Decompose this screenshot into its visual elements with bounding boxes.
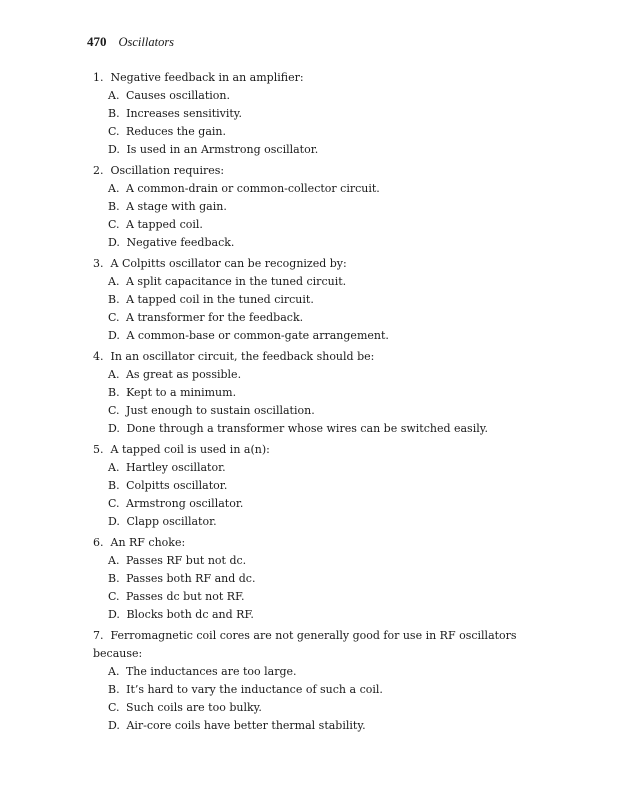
answer-option [87, 105, 547, 123]
page-number: 470 [87, 34, 107, 49]
option-letter: A. [108, 368, 120, 381]
answer-option [87, 606, 547, 624]
option-letter: C. [108, 701, 120, 714]
question-text [87, 534, 547, 552]
option-letter: C. [108, 590, 120, 603]
option-letter: D. [108, 515, 120, 528]
answer-option [87, 234, 547, 252]
question-number: 1. [93, 71, 104, 84]
question-1 [87, 69, 547, 159]
option-letter: D. [108, 608, 120, 621]
option-letter: D. [108, 143, 120, 156]
answer-option [87, 273, 547, 291]
answer-option [87, 180, 547, 198]
option-text: A tapped coil. [126, 218, 203, 231]
question-5 [87, 441, 547, 531]
answer-option [87, 198, 547, 216]
answer-option [87, 309, 547, 327]
option-text: Done through a transformer whose wires can be switched easily. [126, 422, 488, 435]
option-text: Air-core coils have better thermal stability. [126, 719, 366, 732]
option-text: It’s hard to vary the inductance of such a coil. [126, 683, 383, 696]
question-number: 6. [93, 536, 104, 549]
option-text: Such coils are too bulky. [126, 701, 262, 714]
answer-options [87, 180, 547, 252]
question-prompt: Negative feedback in an amplifier: [110, 71, 304, 84]
question-number: 3. [93, 257, 104, 270]
option-letter: A. [108, 275, 120, 288]
option-letter: D. [108, 236, 120, 249]
option-letter: C. [108, 218, 120, 231]
option-text: A stage with gain. [126, 200, 227, 213]
question-prompt: A Colpitts oscillator can be recognized by: [110, 257, 347, 270]
option-text: Just enough to sustain oscillation. [126, 404, 315, 417]
question-prompt: Ferromagnetic coil cores are not generally good for use in RF oscillators because: [93, 629, 517, 660]
option-letter: D. [108, 719, 120, 732]
option-letter: B. [108, 386, 120, 399]
option-text: Hartley oscillator. [125, 461, 226, 474]
option-letter: B. [108, 293, 120, 306]
option-text: A transformer for the feedback. [126, 311, 304, 324]
answer-option [87, 588, 547, 606]
answer-options [87, 663, 547, 735]
option-text: Kept to a minimum. [126, 386, 237, 399]
answer-option [87, 459, 547, 477]
question-prompt: An RF choke: [110, 536, 186, 549]
option-letter: C. [108, 125, 120, 138]
option-text: Passes RF but not dc. [125, 554, 247, 567]
chapter-title: Oscillators [118, 35, 175, 49]
option-letter: B. [108, 107, 120, 120]
question-prompt: In an oscillator circuit, the feedback should be: [110, 350, 375, 363]
answer-option [87, 717, 547, 735]
answer-option [87, 495, 547, 513]
option-letter: B. [108, 200, 120, 213]
answer-option [87, 141, 547, 159]
option-text: Clapp oscillator. [126, 515, 217, 528]
answer-option [87, 513, 547, 531]
option-text: Passes both RF and dc. [126, 572, 256, 585]
answer-option [87, 366, 547, 384]
answer-option [87, 699, 547, 717]
question-prompt: A tapped coil is used in a(n): [110, 443, 270, 456]
question-2 [87, 162, 547, 252]
question-text [87, 441, 547, 459]
question-list [87, 69, 547, 738]
answer-option [87, 402, 547, 420]
option-text: The inductances are too large. [125, 665, 297, 678]
answer-option [87, 291, 547, 309]
option-letter: A. [108, 554, 120, 567]
question-text [87, 69, 547, 87]
option-letter: A. [108, 182, 120, 195]
question-number: 5. [93, 443, 104, 456]
answer-options [87, 366, 547, 438]
answer-option [87, 552, 547, 570]
option-text: As great as possible. [125, 368, 242, 381]
question-text [87, 627, 547, 663]
option-text: Passes dc but not RF. [126, 590, 245, 603]
question-text [87, 348, 547, 366]
answer-option [87, 477, 547, 495]
answer-options [87, 87, 547, 159]
answer-option [87, 216, 547, 234]
option-text: A tapped coil in the tuned circuit. [126, 293, 314, 306]
answer-option [87, 327, 547, 345]
answer-options [87, 273, 547, 345]
answer-option [87, 123, 547, 141]
option-letter: A. [108, 461, 120, 474]
question-number: 4. [93, 350, 104, 363]
answer-option [87, 681, 547, 699]
question-number: 7. [93, 629, 104, 642]
question-text [87, 162, 547, 180]
answer-option [87, 384, 547, 402]
option-text: Negative feedback. [126, 236, 235, 249]
answer-options [87, 552, 547, 624]
answer-option [87, 570, 547, 588]
question-text [87, 255, 547, 273]
answer-option [87, 87, 547, 105]
option-letter: B. [108, 572, 120, 585]
option-letter: A. [108, 665, 120, 678]
question-number: 2. [93, 164, 104, 177]
option-text: Causes oscillation. [125, 89, 230, 102]
page-header [87, 34, 174, 50]
option-text: Is used in an Armstrong oscillator. [126, 143, 319, 156]
option-letter: B. [108, 479, 120, 492]
option-text: A common-base or common-gate arrangement. [126, 329, 389, 342]
question-3 [87, 255, 547, 345]
answer-options [87, 459, 547, 531]
question-7 [87, 627, 547, 735]
question-4 [87, 348, 547, 438]
question-6 [87, 534, 547, 624]
option-text: Increases sensitivity. [126, 107, 243, 120]
answer-option [87, 663, 547, 681]
option-letter: C. [108, 404, 120, 417]
option-text: Reduces the gain. [126, 125, 226, 138]
option-text: Blocks both dc and RF. [126, 608, 254, 621]
option-letter: D. [108, 422, 120, 435]
option-text: A common-drain or common-collector circuit. [125, 182, 380, 195]
option-text: Colpitts oscillator. [126, 479, 228, 492]
option-text: Armstrong oscillator. [126, 497, 244, 510]
option-letter: A. [108, 89, 120, 102]
option-text: A split capacitance in the tuned circuit. [125, 275, 347, 288]
option-letter: B. [108, 683, 120, 696]
question-prompt: Oscillation requires: [110, 164, 225, 177]
answer-option [87, 420, 547, 438]
option-letter: C. [108, 311, 120, 324]
option-letter: C. [108, 497, 120, 510]
option-letter: D. [108, 329, 120, 342]
